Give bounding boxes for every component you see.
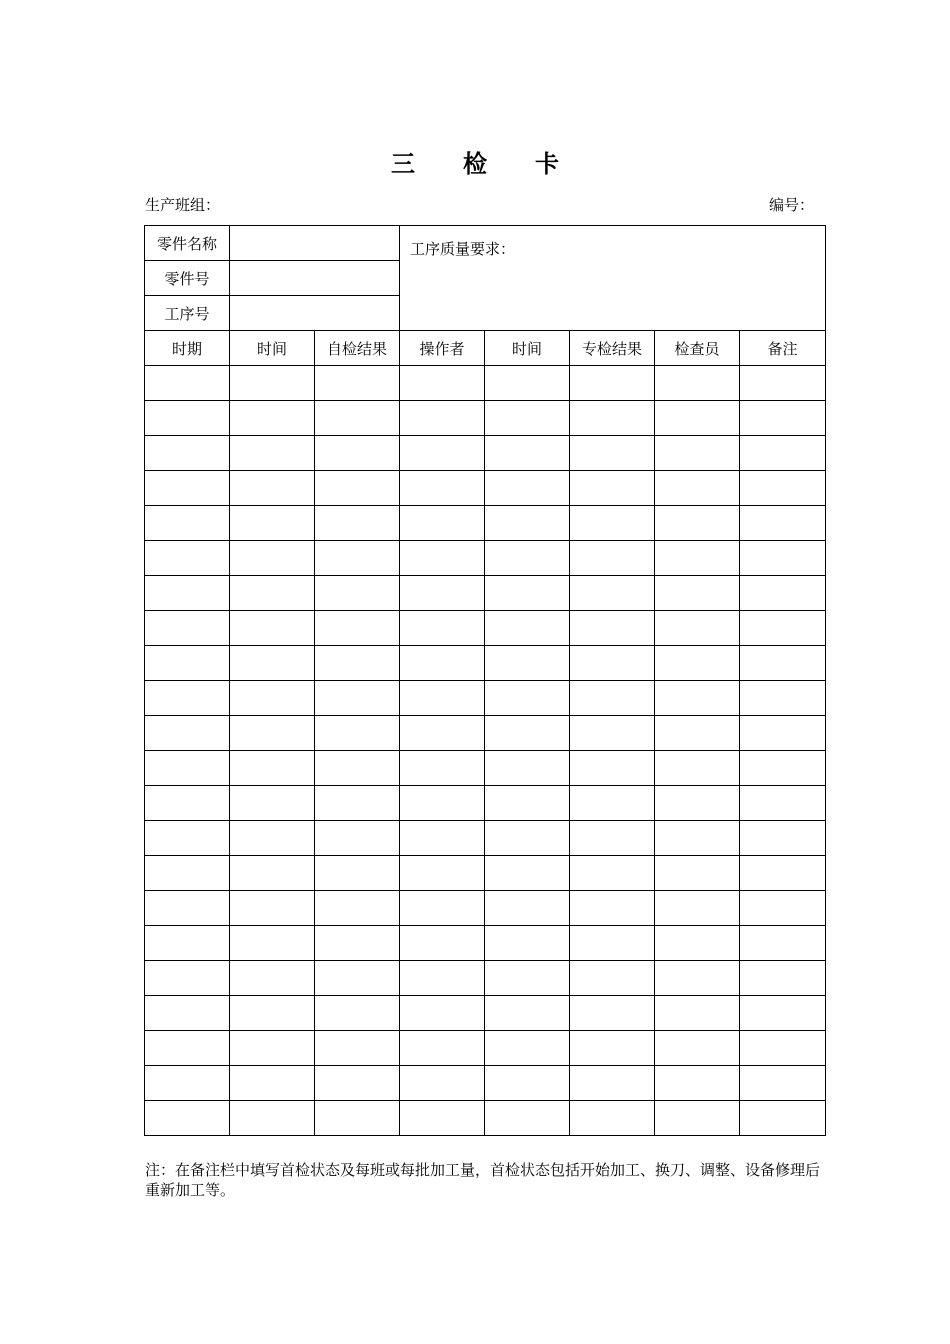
table-cell[interactable] [655,471,740,506]
table-cell[interactable] [400,716,485,751]
table-row [145,856,826,891]
table-cell[interactable] [740,506,826,541]
table-cell[interactable] [655,1101,740,1136]
table-cell[interactable] [145,996,230,1031]
table-cell[interactable] [230,1101,315,1136]
table-cell[interactable] [145,366,230,401]
table-cell[interactable] [655,1031,740,1066]
table-cell[interactable] [570,681,655,716]
table-cell[interactable] [230,681,315,716]
table-cell[interactable] [740,1066,826,1101]
table-cell[interactable] [485,961,570,996]
table-cell[interactable] [485,716,570,751]
table-cell[interactable] [655,401,740,436]
table-cell[interactable] [485,891,570,926]
table-cell[interactable] [315,681,400,716]
table-row [145,401,826,436]
column-header: 时间 [485,331,570,366]
table-cell[interactable] [400,506,485,541]
table-cell[interactable] [655,436,740,471]
table-cell[interactable] [400,436,485,471]
table-cell[interactable] [485,646,570,681]
table-cell[interactable] [145,646,230,681]
table-cell[interactable] [740,716,826,751]
table-cell[interactable] [570,506,655,541]
table-cell[interactable] [570,926,655,961]
table-cell[interactable] [230,1031,315,1066]
table-cell[interactable] [145,471,230,506]
info-row-part-name [145,226,826,261]
table-cell[interactable] [485,436,570,471]
table-cell[interactable] [485,681,570,716]
page-title [0,144,950,179]
table-cell[interactable] [230,786,315,821]
table-cell[interactable] [145,821,230,856]
table-cell[interactable] [400,681,485,716]
column-header: 备注 [740,331,826,366]
table-cell[interactable] [485,541,570,576]
table-cell[interactable] [230,506,315,541]
table-cell[interactable] [145,961,230,996]
table-cell[interactable] [315,961,400,996]
column-header: 时期 [145,331,230,366]
table-row [145,1031,826,1066]
table-cell[interactable] [570,576,655,611]
table-cell[interactable] [315,1031,400,1066]
part-number-cell[interactable] [230,261,400,296]
table-cell[interactable] [740,681,826,716]
table-cell[interactable] [400,576,485,611]
table-cell[interactable] [655,1066,740,1101]
table-cell[interactable] [400,646,485,681]
table-cell[interactable] [570,646,655,681]
process-number-label: 工序号 [145,296,230,331]
table-cell[interactable] [570,401,655,436]
table-row [145,576,826,611]
quality-requirement-label: 工序质量要求： [410,240,516,258]
table-cell[interactable] [485,786,570,821]
table-cell[interactable] [400,996,485,1031]
table-cell[interactable] [485,401,570,436]
table-cell[interactable] [400,541,485,576]
table-row [145,366,826,401]
table-row [145,1066,826,1101]
table-row [145,961,826,996]
table-cell[interactable] [400,856,485,891]
table-cell[interactable] [485,1101,570,1136]
table-cell[interactable] [655,961,740,996]
quality-requirement-cell[interactable] [400,226,826,331]
table-cell[interactable] [315,1101,400,1136]
title-char-3: 卡 [535,149,559,178]
table-cell[interactable] [655,786,740,821]
table-cell[interactable] [315,506,400,541]
table-cell[interactable] [655,576,740,611]
table-cell[interactable] [570,786,655,821]
table-row [145,926,826,961]
table-cell[interactable] [230,436,315,471]
table-row [145,786,826,821]
table-cell[interactable] [570,541,655,576]
table-cell[interactable] [145,611,230,646]
table-row [145,891,826,926]
table-cell[interactable] [740,611,826,646]
table-cell[interactable] [570,996,655,1031]
table-cell[interactable] [570,1066,655,1101]
table-cell[interactable] [655,611,740,646]
table-cell[interactable] [570,366,655,401]
table-cell[interactable] [315,541,400,576]
table-cell[interactable] [655,856,740,891]
table-row [145,1101,826,1136]
table-row [145,541,826,576]
table-cell[interactable] [740,891,826,926]
column-header: 操作者 [400,331,485,366]
table-row [145,506,826,541]
table-cell[interactable] [230,996,315,1031]
table-cell[interactable] [145,401,230,436]
table-cell[interactable] [145,891,230,926]
table-cell[interactable] [315,1066,400,1101]
table-cell[interactable] [230,366,315,401]
table-cell[interactable] [145,1066,230,1101]
table-cell[interactable] [485,1066,570,1101]
column-header: 检查员 [655,331,740,366]
table-cell[interactable] [485,1031,570,1066]
table-row [145,751,826,786]
table-cell[interactable] [315,366,400,401]
table-cell[interactable] [315,751,400,786]
part-number-label: 零件号 [145,261,230,296]
table-cell[interactable] [400,401,485,436]
table-cell[interactable] [655,366,740,401]
table-cell[interactable] [400,1066,485,1101]
table-cell[interactable] [485,576,570,611]
table-cell[interactable] [315,856,400,891]
table-cell[interactable] [315,716,400,751]
table-cell[interactable] [570,891,655,926]
table-cell[interactable] [655,506,740,541]
table-cell[interactable] [315,611,400,646]
table-cell[interactable] [230,576,315,611]
table-cell[interactable] [315,436,400,471]
table-cell[interactable] [740,1031,826,1066]
table-cell[interactable] [485,821,570,856]
table-cell[interactable] [230,961,315,996]
table-cell[interactable] [485,856,570,891]
table-cell[interactable] [655,751,740,786]
table-row [145,681,826,716]
table-cell[interactable] [740,541,826,576]
table-cell[interactable] [485,751,570,786]
number-label: 编号： [768,196,814,214]
table-cell[interactable] [315,401,400,436]
title-char-2: 检 [463,149,487,178]
table-cell[interactable] [230,716,315,751]
table-cell[interactable] [570,961,655,996]
table-cell[interactable] [655,891,740,926]
table-cell[interactable] [230,1066,315,1101]
table-cell[interactable] [230,856,315,891]
table-cell[interactable] [400,611,485,646]
table-cell[interactable] [485,926,570,961]
table-cell[interactable] [400,786,485,821]
table-cell[interactable] [655,646,740,681]
table-cell[interactable] [230,751,315,786]
table-cell[interactable] [740,751,826,786]
table-row [145,471,826,506]
table-cell[interactable] [570,856,655,891]
table-cell[interactable] [145,506,230,541]
table-cell[interactable] [400,821,485,856]
table-cell[interactable] [400,1101,485,1136]
team-label: 生产班组： [145,196,221,214]
table-cell[interactable] [570,821,655,856]
table-cell[interactable] [400,366,485,401]
table-cell[interactable] [400,891,485,926]
table-cell[interactable] [655,716,740,751]
table-cell[interactable] [230,891,315,926]
table-cell[interactable] [570,1101,655,1136]
table-cell[interactable] [145,681,230,716]
table-cell[interactable] [740,821,826,856]
table-cell[interactable] [315,996,400,1031]
process-number-cell[interactable] [230,296,400,331]
table-cell[interactable] [655,681,740,716]
table-row [145,646,826,681]
column-header: 时间 [230,331,315,366]
table-cell[interactable] [145,786,230,821]
table-cell[interactable] [145,1031,230,1066]
table-cell[interactable] [230,541,315,576]
table-cell[interactable] [740,1101,826,1136]
table-cell[interactable] [570,716,655,751]
table-cell[interactable] [655,821,740,856]
table-cell[interactable] [740,996,826,1031]
table-cell[interactable] [230,611,315,646]
table-cell[interactable] [400,471,485,506]
table-row [145,716,826,751]
title-char-1: 三 [391,149,415,178]
table-cell[interactable] [485,471,570,506]
table-cell[interactable] [230,471,315,506]
part-name-cell[interactable] [230,226,400,261]
table-cell[interactable] [485,996,570,1031]
table-cell[interactable] [145,751,230,786]
table-cell[interactable] [570,471,655,506]
table-cell[interactable] [400,751,485,786]
table-cell[interactable] [740,401,826,436]
table-cell[interactable] [315,891,400,926]
table-cell[interactable] [315,926,400,961]
table-cell[interactable] [485,611,570,646]
table-cell[interactable] [145,436,230,471]
table-cell[interactable] [570,751,655,786]
table-cell[interactable] [145,541,230,576]
table-cell[interactable] [315,576,400,611]
table-cell[interactable] [145,576,230,611]
part-name-label: 零件名称 [145,226,230,261]
table-cell[interactable] [145,1101,230,1136]
table-cell[interactable] [230,821,315,856]
table-cell[interactable] [145,856,230,891]
table-cell[interactable] [740,961,826,996]
table-cell[interactable] [740,786,826,821]
table-cell[interactable] [570,436,655,471]
table-cell[interactable] [740,926,826,961]
table-cell[interactable] [230,646,315,681]
table-cell[interactable] [315,646,400,681]
table-cell[interactable] [740,471,826,506]
table-cell[interactable] [400,926,485,961]
table-cell[interactable] [485,366,570,401]
table-cell[interactable] [315,821,400,856]
table-cell[interactable] [740,436,826,471]
table-row [145,611,826,646]
column-header: 自检结果 [315,331,400,366]
table-cell[interactable] [145,716,230,751]
table-cell[interactable] [570,611,655,646]
column-header: 专检结果 [570,331,655,366]
table-cell[interactable] [655,926,740,961]
inspection-table [144,225,826,1136]
table-cell[interactable] [740,366,826,401]
table-cell[interactable] [655,541,740,576]
table-row [145,821,826,856]
table-cell[interactable] [145,926,230,961]
table-cell[interactable] [230,401,315,436]
table-cell[interactable] [230,926,315,961]
table-cell[interactable] [740,646,826,681]
table-cell[interactable] [655,996,740,1031]
header-row [145,331,826,366]
table-row [145,436,826,471]
table-row [145,996,826,1031]
table-cell[interactable] [315,471,400,506]
table-cell[interactable] [740,856,826,891]
table-cell[interactable] [740,576,826,611]
table-cell[interactable] [315,786,400,821]
table-cell[interactable] [570,1031,655,1066]
footnote: 注：在备注栏中填写首检状态及每班或每批加工量，首检状态包括开始加工、换刀、调整、设备修理后重新加工等。 [145,1161,821,1199]
table-cell[interactable] [400,1031,485,1066]
table-cell[interactable] [485,506,570,541]
table-cell[interactable] [400,961,485,996]
